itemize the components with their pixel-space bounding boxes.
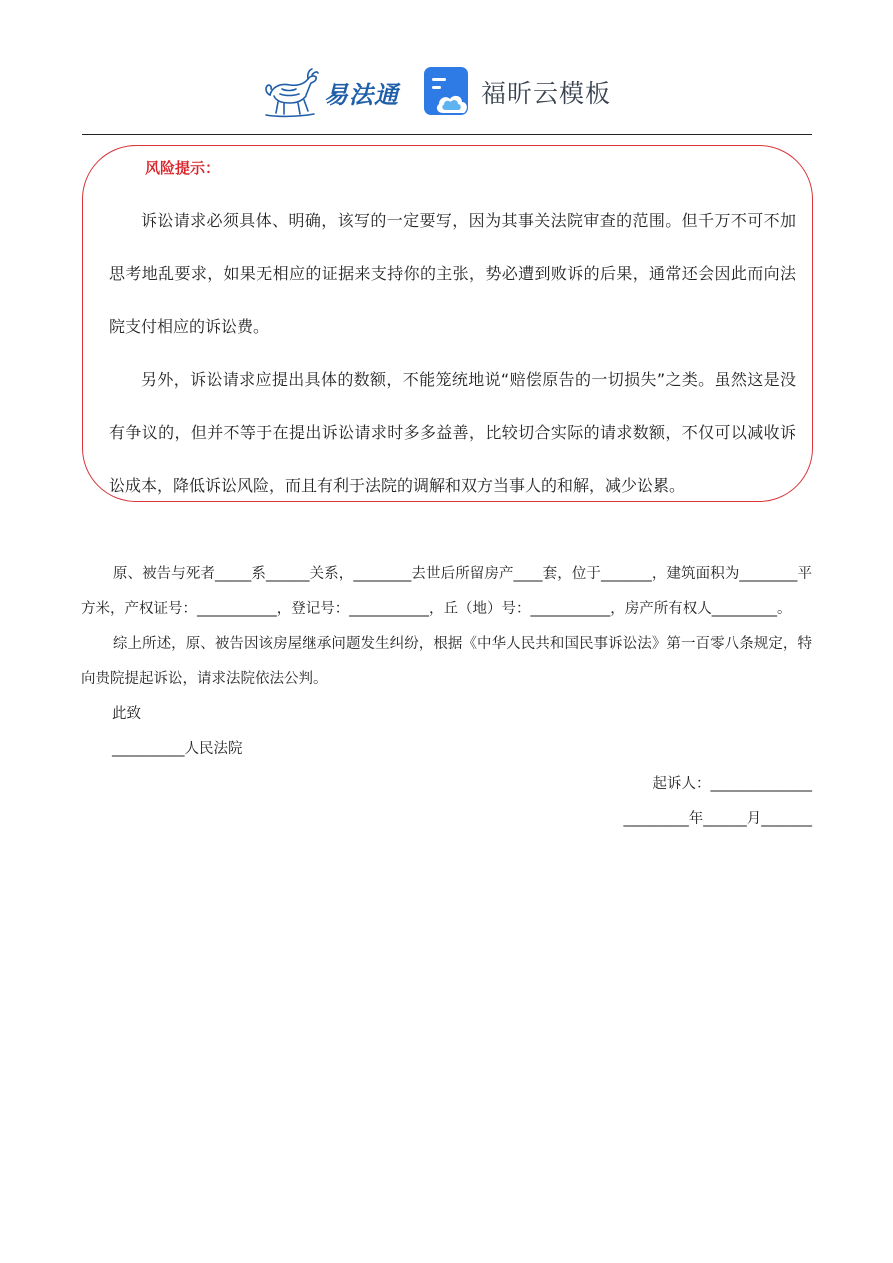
yifatong-logo (262, 65, 399, 119)
complaint-body (81, 557, 812, 837)
filing-date: _________年______月_______ (623, 811, 812, 827)
header-divider (82, 134, 812, 135)
conclusion-paragraph: 综上所述，原、被告因该房屋继承问题发生纠纷，根据《中华人民共和国民事诉讼法》第一百零八条规定，特向贵院提起诉讼，请求法院依法公判。 (81, 636, 812, 687)
fuxin-cloud-template-logo (423, 66, 611, 118)
cloud-document-icon (423, 66, 473, 118)
yifatong-logo-text: 易法通 (324, 79, 399, 109)
salutation: 此致 (112, 706, 141, 722)
risk-warning-paragraph: 另外，诉讼请求应提出具体的数额，不能笼统地说“赔偿原告的一切损失”之类。虽然这是没有争议的，但并不等于在提出诉讼请求时多多益善，比较切合实际的请求数额，不仅可以减收诉讼成本，降低诉讼风险，而且有利于法院的调解和双方当事人的和解，减少讼累。 (109, 370, 796, 495)
property-details-paragraph: 原、被告与死者_____系______关系，________去世后所留房产____套，位于_______，建筑面积为________平方米，产权证号：___________，登记号：___________，丘（地）号：___________，房产所有权人_________。 (81, 566, 812, 617)
risk-warning-title: 风险提示： (145, 159, 221, 177)
court-addressee: __________人民法院 (112, 741, 243, 757)
risk-warning-box (82, 145, 813, 502)
fuxin-cloud-template-text: 福昕云模板 (481, 79, 612, 108)
header-logos (262, 60, 642, 124)
qilin-emblem-icon (262, 65, 320, 119)
risk-warning-paragraph: 诉讼请求必须具体、明确，该写的一定要写，因为其事关法院审查的范围。但千万不可不加思考地乱要求，如果无相应的证据来支持你的主张，势必遭到败诉的后果，通常还会因此而向法院支付相应的诉讼费。 (109, 211, 796, 336)
plaintiff-signature: 起诉人：______________ (652, 776, 812, 792)
